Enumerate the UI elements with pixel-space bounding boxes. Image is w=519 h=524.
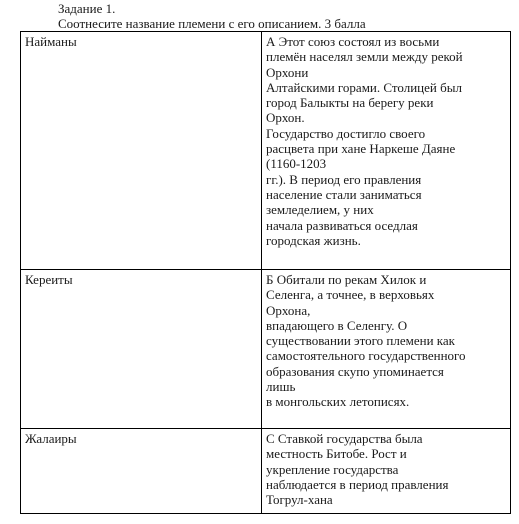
matching-table bbox=[20, 31, 511, 514]
tribe-name: Найманы bbox=[25, 34, 77, 49]
description-line: Орхона, bbox=[266, 302, 311, 318]
description-line: расцвета при хане Наркеше Даяне bbox=[266, 141, 456, 157]
description-cell bbox=[262, 429, 511, 514]
description-line: местность Битобе. Рост и bbox=[266, 446, 407, 462]
tribe-name: Жалаиры bbox=[25, 431, 77, 446]
description-cell bbox=[262, 270, 511, 429]
description-line: Б Обитали по рекам Хилок и bbox=[266, 272, 427, 287]
description-line: С Ставкой государства была bbox=[266, 431, 423, 446]
tribe-name-cell bbox=[21, 270, 262, 429]
table-row bbox=[21, 429, 511, 514]
description-line: (1160-1203 bbox=[266, 156, 327, 172]
description-line: Орхони bbox=[266, 64, 309, 80]
description-line: в монгольских летописях. bbox=[266, 394, 410, 410]
description-line: впадающего в Селенгу. О bbox=[266, 317, 408, 333]
description-line: существовании этого племени как bbox=[266, 333, 455, 349]
description-line: начала развиваться оседлая bbox=[266, 217, 418, 233]
description-line: Государство достигло своего bbox=[266, 125, 426, 141]
description-line: Алтайскими горами. Столицей был bbox=[266, 79, 462, 95]
description-cell bbox=[262, 32, 511, 270]
tribe-name: Кереиты bbox=[25, 272, 73, 287]
description-line: Тогрул-хана bbox=[266, 492, 333, 508]
tribe-name-cell bbox=[21, 32, 262, 270]
description-line: наблюдается в период правления bbox=[266, 476, 449, 492]
description-line: город Балыкты на берегу реки bbox=[266, 95, 434, 111]
table-row bbox=[21, 32, 511, 270]
task-instruction: Соотнесите название племени с его описанием. 3 балла bbox=[58, 16, 366, 31]
description-line: А Этот союз состоял из восьми bbox=[266, 34, 440, 49]
description-line: племён населял земли между рекой bbox=[266, 49, 463, 65]
description-line: Селенга, а точнее, в верховьях bbox=[266, 287, 435, 303]
description-line: образования скупо упоминается bbox=[266, 363, 444, 379]
table-row bbox=[21, 270, 511, 429]
description-line: укрепление государства bbox=[266, 461, 399, 477]
description-line: городская жизнь. bbox=[266, 232, 361, 248]
description-line: население стали заниматься bbox=[266, 186, 422, 202]
description-line: лишь bbox=[266, 379, 296, 395]
description-line: Орхон. bbox=[266, 110, 305, 126]
description-line: самостоятельного государственного bbox=[266, 348, 466, 364]
tribe-name-cell bbox=[21, 429, 262, 514]
task-number: Задание 1. bbox=[58, 1, 116, 16]
description-line: земледелием, у них bbox=[266, 202, 374, 218]
description-line: гг.). В период его правления bbox=[266, 171, 422, 187]
task-heading bbox=[58, 1, 366, 31]
